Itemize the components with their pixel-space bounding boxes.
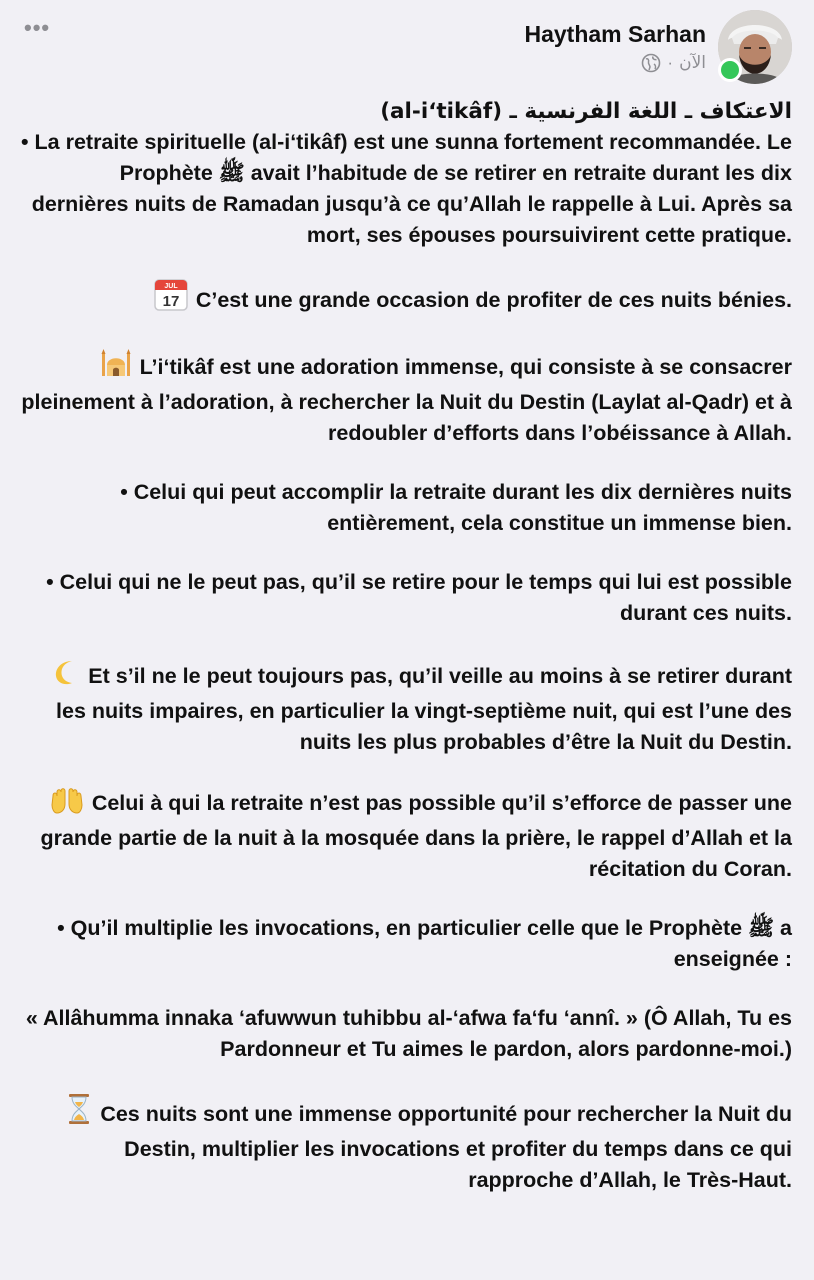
avatar[interactable]: [718, 10, 792, 84]
paragraph-8: • Qu’il multiplie les invocations, en particulier celle que le Prophète ﷺ a enseignée :: [57, 916, 792, 971]
paragraph-10: [18, 1093, 792, 1196]
post-body: [18, 96, 792, 1196]
author-name[interactable]: Haytham Sarhan: [524, 21, 706, 47]
meta-separator: ·: [667, 53, 674, 72]
globe-icon[interactable]: [641, 53, 661, 73]
paragraph-10-text: Ces nuits sont une immense opportunité pour rechercher la Nuit du Destin, multiplier les invocations et profiter du temps dans ce qui rapproche d’Allah, le Très-Haut.: [100, 1102, 792, 1192]
paragraph-4: • Celui qui peut accomplir la retraite durant les dix dernières nuits entièrement, cela constitue un immense bien.: [120, 480, 792, 535]
calendar-icon: [154, 279, 188, 320]
post-title: الاعتكاف ـ اللغة الفرنسية ـ (al-i‘tikâf): [380, 99, 792, 124]
post-header: [524, 10, 792, 86]
paragraph-9: « Allâhumma innaka ‘afuwwun tuhibbu al-‘afwa fa‘fu ‘annî. » (Ô Allah, Tu es Pardonneur et Tu aimes le pardon, alors pardonne-moi.): [25, 1006, 792, 1061]
more-options-button[interactable]: •••: [24, 15, 51, 40]
paragraph-6-text: Et s’il ne le peut toujours pas, qu’il veille au moins à se retirer durant les nuits impaires, en particulier la vingt-septième nuit, qui est l’une des nuits les plus probables d’être la Nuit du Destin.: [56, 664, 792, 754]
calendar-day-label: 17: [162, 293, 180, 310]
paragraph-3-text: L’i‘tikâf est une adoration immense, qui consiste à se consacrer pleinement à l’adoration, à rechercher la Nuit du Destin (Laylat al-Qadr) et à redoubler d’efforts dans l’obéissance à Allah.: [21, 355, 792, 445]
crescent-moon-icon: [50, 657, 80, 696]
mosque-icon: [100, 348, 132, 387]
hourglass-icon: [66, 1093, 92, 1134]
post-time[interactable]: الآن: [679, 53, 706, 72]
paragraph-5: • Celui qui ne le peut pas, qu’il se retire pour le temps qui lui est possible durant ces nuits.: [46, 570, 792, 625]
author-block: [524, 10, 706, 74]
paragraph-1: • La retraite spirituelle (al-i‘tikâf) est une sunna fortement recommandée. Le Prophète ﷺ avait l’habitude de se retirer en retraite durant les dix dernières nuits de Ramadan jusqu’à ce qu’Allah le rappelle à Lui. Après sa mort, ses épouses poursuivirent cette pratique.: [21, 130, 792, 247]
paragraph-7-text: Celui à qui la retraite n’est pas possible qu’il s’efforce de passer une grande partie de la nuit à la mosquée dans la prière, le rappel d’Allah et la récitation du Coran.: [40, 791, 792, 881]
paragraph-2-text: C’est une grande occasion de profiter de ces nuits bénies.: [195, 288, 792, 312]
calendar-month-label: JUL: [164, 283, 178, 290]
paragraph-2: [18, 279, 792, 320]
raised-palms-icon: [50, 786, 84, 823]
paragraph-6: [18, 657, 792, 758]
post-meta: [524, 52, 706, 74]
paragraph-7: [18, 786, 792, 885]
paragraph-3: [18, 348, 792, 449]
online-status-dot: [718, 58, 742, 82]
